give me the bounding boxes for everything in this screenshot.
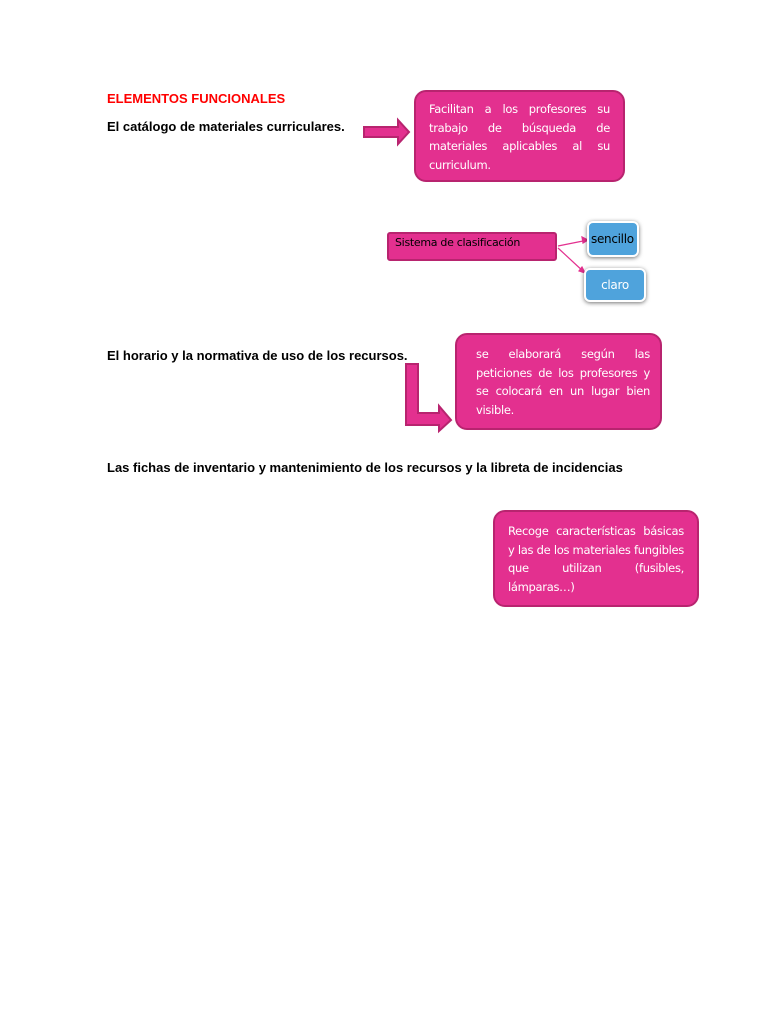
description-box-catalogo: Facilitan a los profesores su trabajo de búsqueda de materiales aplicables al su curriculum.	[414, 90, 625, 182]
arrow-bent-horario	[406, 364, 451, 431]
arrow-right-catalogo	[364, 120, 409, 144]
item-catalogo: El catálogo de materiales curriculares.	[107, 119, 345, 134]
description-box-horario: se elaborará según las peticiones de los profesores y se colocará en un lugar bien visible.	[455, 333, 662, 430]
connector-lines	[558, 237, 588, 273]
section-heading: ELEMENTOS FUNCIONALES	[107, 91, 286, 106]
item-horario: El horario y la normativa de uso de los recursos.	[107, 348, 408, 363]
claro-box: claro	[584, 268, 646, 302]
description-box-fichas: Recoge características básicas y las de los materiales fungibles que utilizan (fusibles, lámparas…)	[493, 510, 699, 607]
classification-box: Sistema de clasificación	[387, 232, 557, 261]
sencillo-box: sencillo	[587, 221, 639, 257]
item-fichas: Las fichas de inventario y mantenimiento de los recursos y la libreta de incidencias	[107, 460, 623, 475]
